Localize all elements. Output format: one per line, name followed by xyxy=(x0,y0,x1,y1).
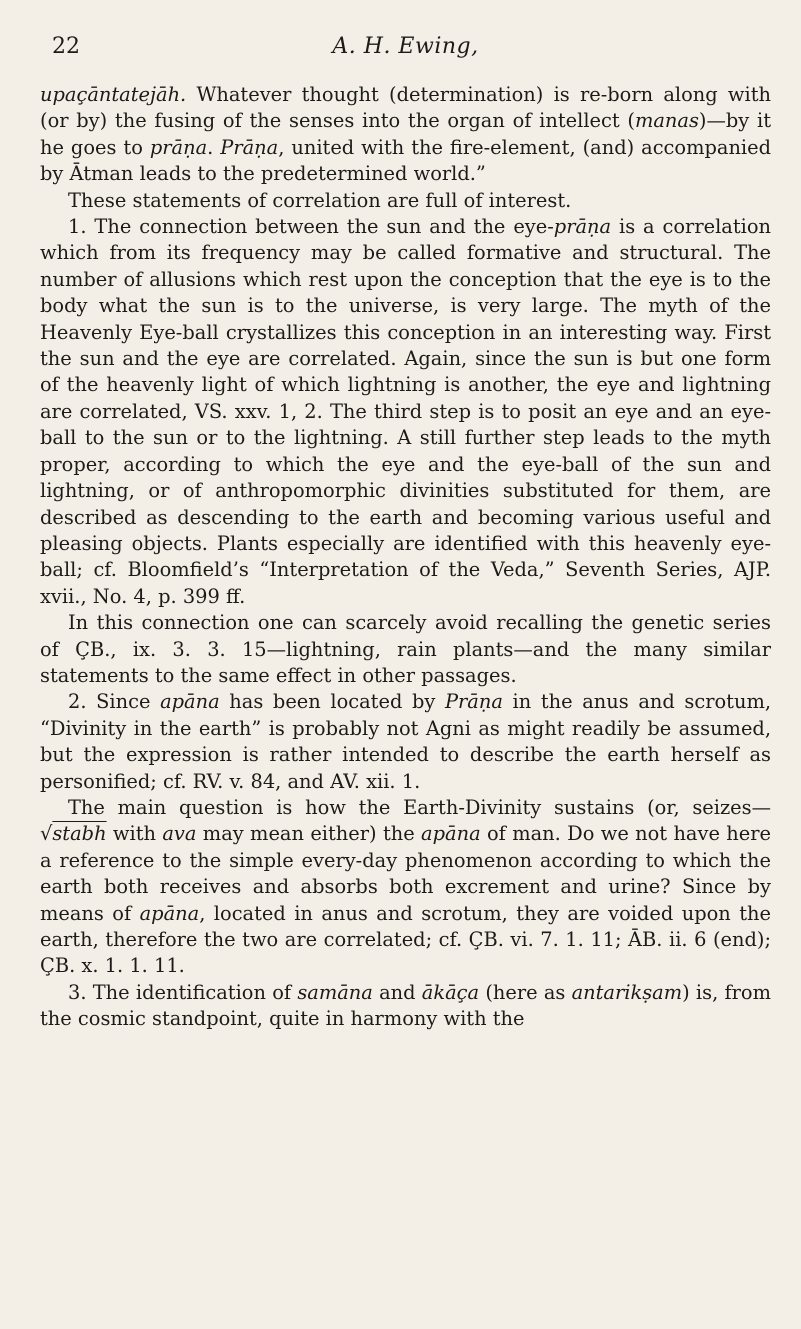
text-run: 3. The identification of xyxy=(68,980,298,1004)
text-run: has been located by xyxy=(219,690,445,714)
body-text xyxy=(40,82,771,1033)
page-header xyxy=(40,34,771,70)
text-run: with xyxy=(106,822,163,846)
text-run: 2. Since xyxy=(68,690,161,714)
italic-term: Prāṇa xyxy=(444,690,503,714)
page-number: 22 xyxy=(52,34,80,59)
italic-term: prāṇa xyxy=(149,135,208,159)
text-run: may mean either) the xyxy=(196,822,422,846)
italic-term: apāna xyxy=(139,901,200,925)
italic-term: apāna xyxy=(160,690,220,714)
italic-term: samāna xyxy=(297,980,373,1004)
text-run: (here as xyxy=(479,980,572,1004)
italic-term: prāṇa xyxy=(553,215,612,239)
italic-term: apāna xyxy=(421,822,481,846)
italic-term: Prāṇa xyxy=(220,135,279,159)
text-run: These statements of correlation are full of interest. xyxy=(68,188,572,212)
text-run: Whatever thought (determination) is re-born along with (or by) the fusing of the senses into the organ of intellect ( xyxy=(40,83,771,133)
text-run: in the anus and scrotum, “Divinity in the earth” is probably not Agni as might readily be assumed, but the expression is rather intended to describe the earth herself as personified; cf. RV. v. 84, and AV. xii. 1. xyxy=(40,690,771,793)
text-run: . xyxy=(207,135,221,159)
text-run: The main question is how the Earth-Divinity sustains (or, seizes—√ xyxy=(40,795,771,846)
running-head: A. H. Ewing, xyxy=(332,34,479,59)
paragraph xyxy=(40,795,771,980)
paragraph xyxy=(40,82,771,188)
paragraph xyxy=(40,689,771,795)
italic-term: upaçāntatejāh. xyxy=(40,83,187,106)
text-run: of man. Do we not have here a reference to the simple every-day phenomenon according to which the earth both receives and absorbs both excrement and urine? Since by means of xyxy=(40,822,771,925)
paragraph xyxy=(40,980,771,1033)
italic-term: ākāça xyxy=(421,980,480,1004)
italic-term: ava xyxy=(162,822,197,846)
text-run: is a correlation which from its frequency may be called formative and structural. The number of allusions which rest upon the conception that the eye is to the body what the sun is to the universe, is very large. The myth of the Heavenly Eye-ball crystallizes this conception in an interesting way. First the sun and the eye are correlated. Again, since the sun is but one form of the heavenly light of which lightning is another, the eye and lightning are correlated, VS. xxv. 1, 2. The third step is to posit an eye and an eye-ball to the sun or to the lightning. A still further step leads to the myth proper, according to which the eye and the eye-ball of the sun and lightning, or of anthropomorphic divinities substituted for them, are described as descending to the earth and becoming various useful and pleasing objects. Plants especially are identified with this heavenly eye-ball; cf. Bloomfield’s “Interpretation of the Veda,” Seventh Series, AJP. xvii., No. 4, p. 399 ff. xyxy=(40,215,771,608)
text-run: 1. The connection between the sun and the eye- xyxy=(68,215,554,239)
text-run: ) is, from the cosmic standpoint, quite in harmony with the xyxy=(40,980,771,1031)
italic-term: manas xyxy=(634,109,699,133)
paragraph xyxy=(40,188,771,214)
paragraph xyxy=(40,214,771,610)
text-run: )—by it he goes to xyxy=(40,109,771,159)
text-run: , located in anus and scrotum, they are voided upon the earth, therefore the two are correlated; cf. ÇB. vi. 7. 1. 11; ĀB. ii. 6 (end); ÇB. x. 1. 1. 11. xyxy=(40,901,771,978)
text-run: In this connection one can scarcely avoid recalling the genetic series of ÇB., ix. 3. 3. 15—lightning, rain plants—and the many similar statements to the same effect in other passages. xyxy=(40,611,771,687)
italic-term: antarikṣam xyxy=(571,980,683,1004)
text-run: and xyxy=(372,980,422,1004)
paragraph xyxy=(40,610,771,689)
text-run: , united with the fire-element, (and) accompanied by Ātman leads to the predetermined world.” xyxy=(40,135,772,186)
italic-term: stabh xyxy=(52,822,107,846)
